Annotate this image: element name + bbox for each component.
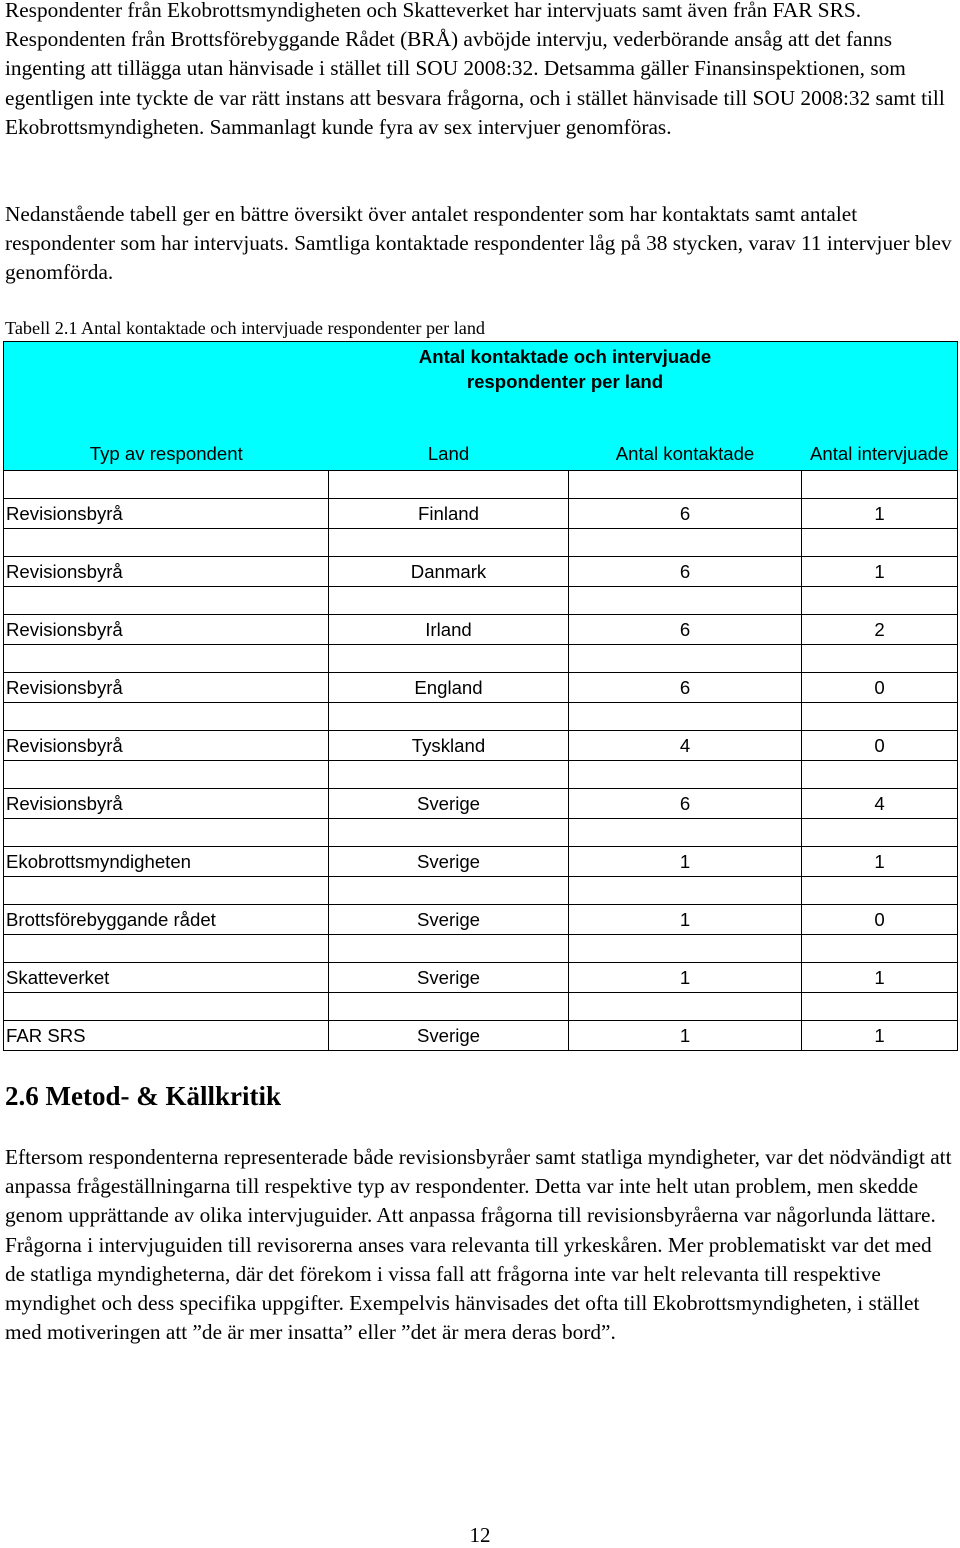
table-spacer-cell (329, 993, 569, 1021)
cell-contacted: 1 (569, 1021, 802, 1051)
table-row (4, 731, 958, 761)
table-row (4, 789, 958, 819)
table-spacer-row (4, 529, 958, 557)
table-row (4, 963, 958, 993)
table-spacer-cell (329, 935, 569, 963)
table-spacer-cell (802, 935, 958, 963)
cell-interviewed: 1 (802, 557, 958, 587)
cell-contacted: 6 (569, 789, 802, 819)
cell-country: Irland (329, 615, 569, 645)
table-spacer-cell (329, 529, 569, 557)
table-header-row (4, 416, 958, 471)
table-spacer-cell (4, 529, 329, 557)
overview-paragraph: Nedanstående tabell ger en bättre översikt över antalet respondenter som har kontaktats samt antalet respondenter som har intervjuats. Samtliga kontaktade respondenter låg på 38 stycken, varav 11 intervjuer blev genomförda. (5, 202, 952, 285)
table-spacer-row (4, 993, 958, 1021)
table-spacer-cell (802, 993, 958, 1021)
table-spacer-row (4, 703, 958, 731)
table-spacer-cell (4, 993, 329, 1021)
cell-interviewed: 0 (802, 673, 958, 703)
cell-contacted: 6 (569, 673, 802, 703)
cell-contacted: 6 (569, 615, 802, 645)
table-spacer-cell (569, 877, 802, 905)
cell-interviewed: 1 (802, 963, 958, 993)
cell-contacted: 6 (569, 499, 802, 529)
table-spacer-cell (329, 471, 569, 499)
table-spacer-cell (802, 645, 958, 673)
section-heading: 2.6 Metod- & Källkritik (5, 1081, 281, 1111)
cell-country: Sverige (329, 789, 569, 819)
cell-interviewed: 4 (802, 789, 958, 819)
cell-country: England (329, 673, 569, 703)
cell-contacted: 6 (569, 557, 802, 587)
cell-contacted: 1 (569, 905, 802, 935)
table-spacer-cell (802, 587, 958, 615)
header-interviewed: Antal intervjuade (802, 416, 958, 471)
cell-respondent-type: Ekobrottsmyndigheten (4, 847, 329, 877)
respondent-table (3, 341, 957, 1051)
table-spacer-row (4, 471, 958, 499)
table-spacer-cell (4, 935, 329, 963)
cell-country: Danmark (329, 557, 569, 587)
table-spacer-cell (569, 703, 802, 731)
cell-interviewed: 1 (802, 847, 958, 877)
cell-interviewed: 0 (802, 731, 958, 761)
header-respondent-type: Typ av respondent (4, 416, 329, 471)
cell-respondent-type: Revisionsbyrå (4, 789, 329, 819)
table-spacer-cell (569, 529, 802, 557)
table-spacer-cell (329, 645, 569, 673)
respondent-table-body (4, 342, 958, 1051)
cell-country: Finland (329, 499, 569, 529)
cell-respondent-type: Revisionsbyrå (4, 499, 329, 529)
cell-respondent-type: FAR SRS (4, 1021, 329, 1051)
table-row (4, 557, 958, 587)
cell-respondent-type: Revisionsbyrå (4, 673, 329, 703)
cell-country: Sverige (329, 1021, 569, 1051)
table-spacer-cell (4, 819, 329, 847)
table-row (4, 905, 958, 935)
cell-country: Sverige (329, 963, 569, 993)
table-spacer-cell (802, 819, 958, 847)
cell-country: Sverige (329, 905, 569, 935)
table-spacer-cell (569, 587, 802, 615)
table-spacer-cell (329, 587, 569, 615)
table-spacer-cell (802, 761, 958, 789)
cell-contacted: 1 (569, 847, 802, 877)
table-spacer-cell (4, 587, 329, 615)
cell-contacted: 4 (569, 731, 802, 761)
table-spacer-cell (802, 529, 958, 557)
cell-interviewed: 1 (802, 499, 958, 529)
cell-interviewed: 2 (802, 615, 958, 645)
table-super-header: Antal kontaktade och intervjuade respondenter per land (329, 342, 802, 417)
table-spacer-cell (569, 935, 802, 963)
cell-respondent-type: Revisionsbyrå (4, 731, 329, 761)
table-row (4, 499, 958, 529)
table-spacer-row (4, 877, 958, 905)
table-spacer-cell (569, 471, 802, 499)
table-spacer-cell (329, 877, 569, 905)
table-spacer-cell (4, 761, 329, 789)
table-spacer-row (4, 761, 958, 789)
table-row (4, 1021, 958, 1051)
table-spacer-cell (569, 993, 802, 1021)
table-row (4, 847, 958, 877)
table-spacer-row (4, 587, 958, 615)
table-spacer-cell (4, 645, 329, 673)
cell-respondent-type: Skatteverket (4, 963, 329, 993)
table-spacer-cell (4, 471, 329, 499)
table-spacer-cell (4, 877, 329, 905)
table-header-blank (802, 342, 958, 417)
method-paragraph: Eftersom respondenterna representerade både revisionsbyråer samt statliga myndigheter, var det nödvändigt att anpassa frågeställningarna till respektive typ av respondenter. Detta var inte helt utan problem, men skedde genom upprättande av olika intervjuguider. Att anpassa frågorna till revisionsbyråerna var någorlunda lättare. Frågorna i intervjuguiden till revisorerna anses vara relevanta till yrkeskåren. Mer problematiskt var det med de statliga myndigheterna, där det förekom i vissa fall att frågorna inte var helt relevanta till respektive myndighet och dess specifika uppgifter. Exempelvis hänvisades det ofta till Ekobrottsmyndigheten, i stället med motiveringen att ”de är mer insatta” eller ”det är mera deras bord”. (5, 1145, 952, 1345)
cell-interviewed: 0 (802, 905, 958, 935)
cell-respondent-type: Revisionsbyrå (4, 557, 329, 587)
table-spacer-cell (4, 703, 329, 731)
page-number: 12 (469, 1523, 491, 1547)
cell-respondent-type: Brottsförebyggande rådet (4, 905, 329, 935)
table-caption: Tabell 2.1 Antal kontaktade och intervjuade respondenter per land (5, 318, 486, 338)
table-spacer-cell (569, 761, 802, 789)
table-spacer-cell (802, 877, 958, 905)
table-header-blank (4, 342, 329, 417)
cell-country: Sverige (329, 847, 569, 877)
table-spacer-cell (329, 819, 569, 847)
table-spacer-cell (569, 645, 802, 673)
cell-country: Tyskland (329, 731, 569, 761)
table-super-header-row (4, 342, 958, 417)
table-spacer-cell (802, 471, 958, 499)
intro-paragraph: Respondenter från Ekobrottsmyndigheten och Skatteverket har intervjuats samt även från FAR SRS. Respondenten från Brottsförebyggande Rådet (BRÅ) avböjde intervju, vederbörande ansåg att det fanns ingenting att tillägga utan hänvisade i stället till SOU 2008:32. Detsamma gäller Finansinspektionen, som egentligen inte tyckte de var rätt instans att besvara frågorna, och i stället hänvisade till SOU 2008:32 samt till Ekobrottsmyndigheten. Sammanlagt kunde fyra av sex intervjuer genomföras. (5, 0, 945, 139)
table-spacer-cell (329, 703, 569, 731)
table-spacer-row (4, 935, 958, 963)
table-spacer-row (4, 819, 958, 847)
header-country: Land (329, 416, 569, 471)
table-row (4, 673, 958, 703)
table-spacer-cell (802, 703, 958, 731)
table-spacer-row (4, 645, 958, 673)
header-contacted: Antal kontaktade (569, 416, 802, 471)
cell-interviewed: 1 (802, 1021, 958, 1051)
table-row (4, 615, 958, 645)
table-spacer-cell (329, 761, 569, 789)
cell-contacted: 1 (569, 963, 802, 993)
cell-respondent-type: Revisionsbyrå (4, 615, 329, 645)
table-spacer-cell (569, 819, 802, 847)
